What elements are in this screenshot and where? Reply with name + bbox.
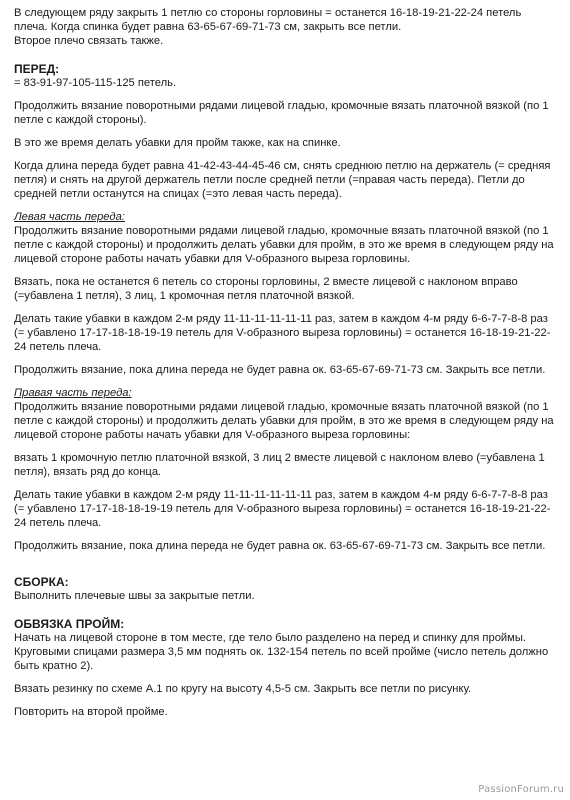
front-paragraph-1: Продолжить вязание поворотными рядами лицевой гладью, кромочные вязать платочной вязкой (по 1 петле с каждой стороны). <box>14 100 549 126</box>
armhole-paragraph-2: Вязать резинку по схеме А.1 по кругу на высоту 4,5-5 см. Закрыть все петли по рисунку. <box>14 683 472 695</box>
front-section <box>14 62 554 201</box>
left-front-paragraph-2: Вязать, пока не останется 6 петель со стороны горловины, 2 вместе лицевой с наклоном вправо (=убавлена 1 петля), 3 лиц, 1 кромочная петля платочной вязкой. <box>14 276 518 302</box>
right-front-paragraph-4: Продолжить вязание, пока длина переда не будет равна ок. 63-65-67-69-71-73 см. Закрыть все петли. <box>14 540 546 552</box>
left-front-paragraph-3: Делать такие убавки в каждом 2-м ряду 11-11-11-11-11-11 раз, затем в каждом 4-м ряду 6-6-7-7-8-8 раз (= убавлено 17-17-18-18-19-19 петель для V-образного выреза горловины) = останется 16-18-19-21-22-24 петель плеча. <box>14 313 551 353</box>
armhole-section <box>14 617 554 719</box>
right-front-paragraph-2: вязать 1 кромочную петлю платочной вязкой, 3 лиц 2 вместе лицевой с наклоном влево (=убавлена 1 петля), вязать ряд до конца. <box>14 452 545 478</box>
left-front-heading: Левая часть переда: <box>14 211 125 223</box>
front-paragraph-2: В это же время делать убавки для пройм также, как на спинке. <box>14 137 341 149</box>
front-heading: ПЕРЕД: <box>14 62 60 76</box>
left-front-section <box>14 210 554 377</box>
assembly-section <box>14 575 554 603</box>
front-stitch-count: = 83-91-97-105-115-125 петель. <box>14 77 177 89</box>
left-front-paragraph-4: Продолжить вязание, пока длина переда не будет равна ок. 63-65-67-69-71-73 см. Закрыть все петли. <box>14 364 546 376</box>
intro-second-shoulder: Второе плечо связать также. <box>14 35 164 47</box>
right-front-section <box>14 386 554 553</box>
right-front-heading: Правая часть переда: <box>14 387 132 399</box>
intro-paragraph: В следующем ряду закрыть 1 петлю со стороны горловины = останется 16-18-19-21-22-24 петель плеча. Когда спинка будет равна 63-65-67-69-71-73 см, закрыть все петли. <box>14 7 522 33</box>
armhole-paragraph-3: Повторить на второй пройме. <box>14 706 168 718</box>
right-front-paragraph-3: Делать такие убавки в каждом 2-м ряду 11-11-11-11-11-11 раз, затем в каждом 4-м ряду 6-6-7-7-8-8 раз (= убавлено 17-17-18-18-19-19 петель для V-образного выреза горловины) = останется 16-18-19-21-22-24 петель плеча. <box>14 489 551 529</box>
front-paragraph-3: Когда длина переда будет равна 41-42-43-44-45-46 см, снять среднюю петлю на держатель (= средняя петля) и снять на другой держатель петли после средней петли (=правая часть переда). Петли до средней петли останутся на спицах (=это левая часть переда). <box>14 160 551 200</box>
armhole-paragraph-1: Начать на лицевой стороне в том месте, где тело было разделено на перед и спинку для проймы. Круговыми спицами размера 3,5 мм поднять ок. 132-154 петель по всей пройме (число петель должно быть кратно 2). <box>14 632 549 672</box>
watermark-text: PassionForum.ru <box>478 784 564 795</box>
armhole-heading: ОБВЯЗКА ПРОЙМ: <box>14 617 125 631</box>
assembly-heading: СБОРКА: <box>14 575 69 589</box>
right-front-paragraph-1: Продолжить вязание поворотными рядами лицевой гладью, кромочные вязать платочной вязкой (по 1 петле с каждой стороны) и продолжить делать убавки для пройм, в это же время в следующем ряду на лицевой стороне работы начать убавки для V-образного выреза горловины: <box>14 401 554 441</box>
assembly-paragraph: Выполнить плечевые швы за закрытые петли. <box>14 590 255 602</box>
left-front-paragraph-1: Продолжить вязание поворотными рядами лицевой гладью, кромочные вязать платочной вязкой (по 1 петле с каждой стороны) и продолжить делать убавки для пройм, в это же время в следующем ряду на лицевой стороне работы начать убавки для V-образного выреза горловины. <box>14 225 554 265</box>
document-page <box>14 6 554 728</box>
